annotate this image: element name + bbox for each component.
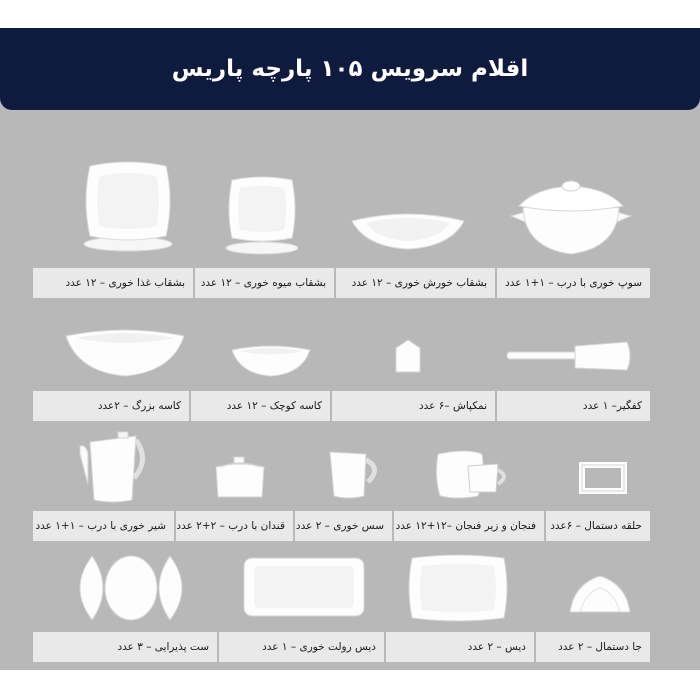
dinner-plate-icon — [78, 156, 178, 256]
label-napkin-holder: جا دستمال – ۲ عدد — [536, 632, 650, 662]
soup-tureen-icon — [505, 178, 637, 258]
label-row-3 — [33, 511, 650, 541]
label-spatula: کفگیر– ۱ عدد — [497, 391, 650, 421]
salt-shaker-icon — [392, 338, 424, 374]
roulade-platter-icon — [242, 556, 366, 618]
label-napkin-ring: حلقه دستمال – ۶عدد — [546, 511, 650, 541]
platter-icon — [406, 552, 510, 624]
label-large-bowl: کاسه بزرگ – ۲عدد — [33, 391, 189, 421]
spatula-icon — [505, 340, 635, 374]
label-soup-tureen: سوپ خوری با درب – ۱+۱ عدد — [497, 268, 650, 298]
napkin-ring-icon — [576, 461, 630, 495]
label-sauce-boat: سس خوری – ۲ عدد — [295, 511, 392, 541]
label-serving-set: ست پذیرایی – ۳ عدد — [33, 632, 217, 662]
label-roulade-platter: دیس رولت خوری – ۱ عدد — [219, 632, 384, 662]
label-fruit-plate: بشقاب میوه خوری – ۱۲ عدد — [195, 268, 334, 298]
fruit-plate-icon — [222, 174, 302, 256]
label-row-2 — [33, 391, 650, 421]
label-stew-plate: بشقاب خورش خوری – ۱۲ عدد — [336, 268, 495, 298]
label-milk-jug: شیر خوری با درب – ۱+۱ عدد — [33, 511, 174, 541]
sauce-boat-icon — [326, 448, 382, 500]
milk-jug-icon — [74, 430, 152, 506]
label-small-bowl: کاسه کوچک – ۱۲ عدد — [191, 391, 330, 421]
label-salt-shaker: نمکپاش –۶ عدد — [332, 391, 495, 421]
serving-set-icon — [62, 552, 200, 624]
stew-plate-icon — [350, 205, 466, 251]
label-row-1 — [33, 268, 650, 298]
label-sugar-bowl: قندان با درب – ۲+۲ عدد — [176, 511, 293, 541]
sugar-bowl-icon — [212, 455, 268, 501]
header-banner — [0, 28, 700, 110]
napkin-holder-icon — [566, 572, 634, 616]
small-bowl-icon — [230, 340, 312, 378]
label-row-4 — [33, 632, 650, 662]
page-title: اقلام سرویس ۱۰۵ پارچه پاریس — [171, 56, 529, 82]
label-dinner-plate: بشقاب غذا خوری – ۱۲ عدد — [33, 268, 193, 298]
label-platter: دیس – ۲ عدد — [386, 632, 534, 662]
large-bowl-icon — [62, 322, 188, 378]
cup-saucer-icon — [434, 448, 510, 502]
label-cup-saucer: فنجان و زیر فنجان –۱۲+۱۲ عدد — [394, 511, 544, 541]
